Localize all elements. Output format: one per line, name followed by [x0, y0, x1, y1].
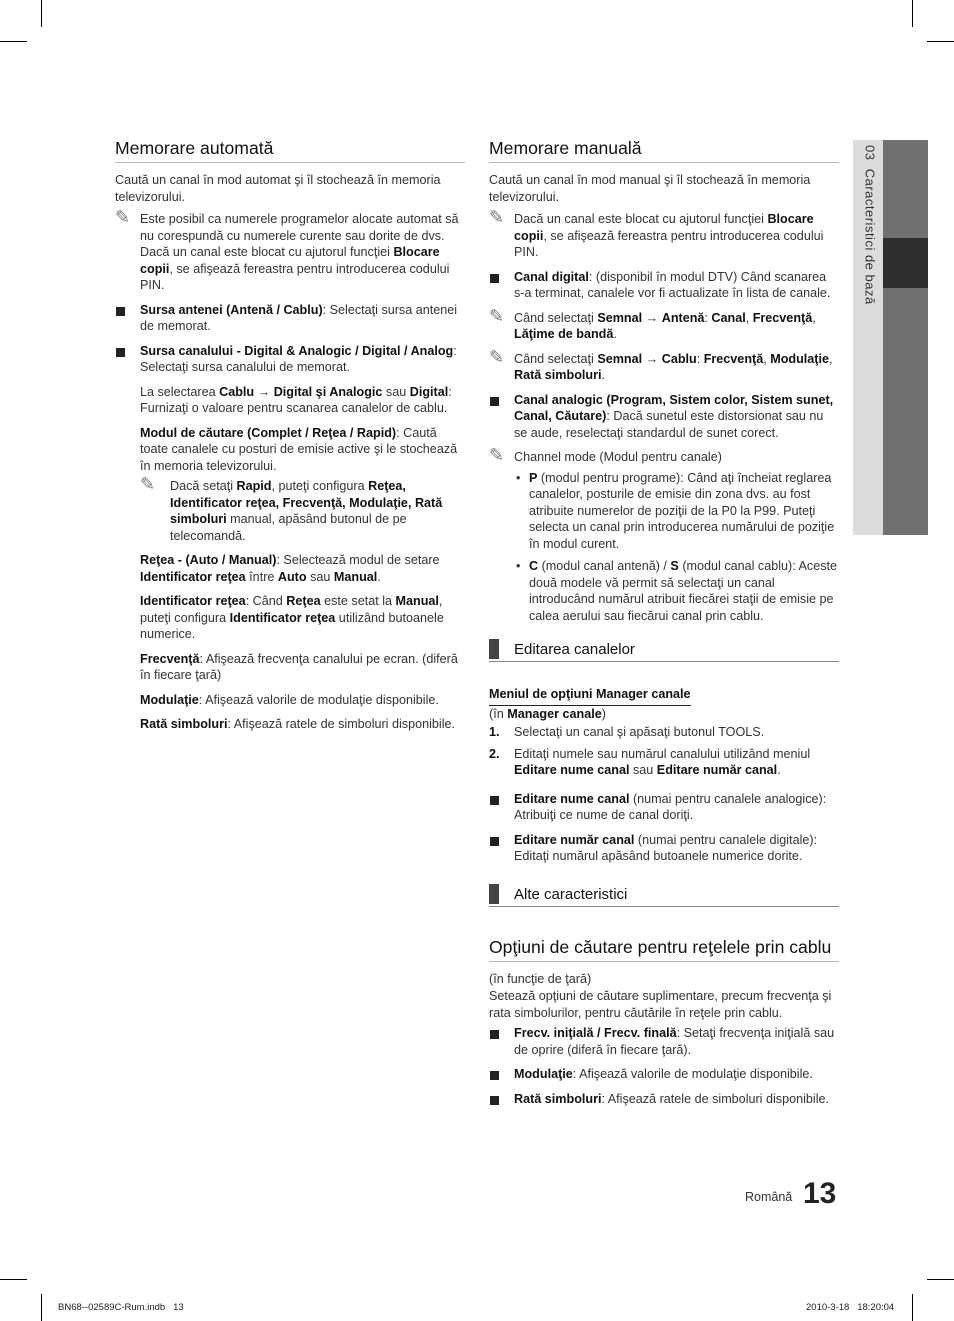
note: ✎ Când selectaţi Semnal → Cablu: Frecvenţă, Modulaţie, Rată simboluri.	[489, 346, 833, 382]
dot-bullet-icon: •	[516, 559, 521, 573]
heading-bar-icon	[489, 884, 499, 904]
section-heading-manual-store: Memorare manuală	[489, 138, 839, 163]
footer-language: Română	[745, 1190, 793, 1204]
intro-text: Caută un canal în mod automat şi îl stochează în memoria televizorului.	[115, 173, 441, 204]
note: ✎ Când selectaţi Semnal → Antenă: Canal, Frecvenţă, Lăţime de bandă.	[489, 305, 816, 341]
chapter-tab-dark	[883, 140, 928, 535]
chapter-number: 03	[862, 145, 878, 161]
bullet-channel-source: Sursa canalului - Digital & Analogic / Digital / Analog: Selectaţi sursa canalului de memorat.	[115, 343, 465, 376]
chapter-tab-marker	[883, 238, 928, 288]
intro-text: Setează opţiuni de căutare suplimentare, precum frecvenţa şi rata simbolurilor, pentru căutările în reţele prin cablu.	[489, 989, 832, 1020]
square-bullet-icon	[490, 837, 499, 846]
pencil-note-icon: ✎	[489, 207, 505, 227]
heading-bar-icon	[489, 639, 499, 659]
bullet-digital-channel: Canal digital: (disponibil în modul DTV) Când scanarea s-a terminat, canalele vor fi actualizate în lista de canale.	[489, 269, 839, 302]
note: ✎ Dacă un canal este blocat cu ajutorul funcţiei Blocare copii, se afişează fereastra pentru introducerea codului PIN.	[489, 207, 824, 259]
crop-mark	[927, 1279, 954, 1280]
search-mode-paragraph: Modul de căutare (Complet / Reţea / Rapid): Caută toate canalele cu posturi de emisie active şi le stochează în memoria televizorului.	[140, 425, 458, 473]
note: ✎ Este posibil ca numerele programelor alocate automat să nu corespundă cu numerele curente sau dorite de dvs. Dacă un canal este blocat cu ajutorul funcţiei Blocare copii, se afişează fereastra pentru introducerea codului PIN.	[115, 207, 459, 292]
chapter-title: Caracteristici de bază	[862, 168, 878, 305]
menu-title: Meniul de opţiuni Manager canale	[489, 686, 691, 706]
bullet-start-stop-freq: Frecv. iniţială / Frecv. finală: Setaţi frecvenţa iniţială sau de oprire (diferă în fiecare ţară).	[489, 1025, 839, 1058]
step-1: 1. Selectaţi un canal şi apăsaţi butonul TOOLS.	[489, 725, 765, 739]
menu-in: (în Manager canale)	[489, 706, 606, 721]
pencil-note-icon: ✎	[140, 474, 156, 494]
pencil-note-icon: ✎	[489, 445, 505, 465]
crop-mark	[912, 0, 913, 27]
pencil-note-icon: ✎	[489, 346, 505, 367]
intro-text: Caută un canal în mod manual şi îl stochează în memoria televizorului.	[489, 173, 811, 204]
square-bullet-icon	[490, 1096, 499, 1105]
frequency-paragraph: Frecvenţă: Afişează frecvenţa canalului pe ecran. (diferă în fiecare ţară)	[140, 651, 458, 682]
country-note: (în funcţie de ţară)	[489, 971, 592, 986]
step-2: 2. Editaţi numele sau numărul canalului utilizând meniul Editare nume canal sau Editare număr canal.	[489, 746, 811, 777]
crop-mark	[41, 1294, 42, 1321]
bullet-edit-number: Editare număr canal (numai pentru canalele digitale): Editaţi numărul apăsând butoanele numerice dorite.	[489, 832, 839, 865]
bullet-symbol-rate: Rată simboluri: Afişează ratele de simboluri disponibile.	[489, 1091, 839, 1108]
channel-mode-cs: • C (modul canal antenă) / S (modul canal cablu): Aceste două modele vă permit să selectaţi un canal introducând numărul atribuit fiecărei staţii de emisie pe calea aerului sau fiecărui canal prin cablu.	[516, 559, 838, 623]
pencil-note-icon: ✎	[115, 207, 131, 227]
pencil-note-icon: ✎	[489, 305, 505, 326]
bullet-modulation: Modulaţie: Afişează valorile de modulaţie disponibile.	[489, 1066, 839, 1083]
crop-mark	[912, 1294, 913, 1321]
square-bullet-icon	[116, 307, 125, 316]
square-bullet-icon	[490, 796, 499, 805]
right-column	[489, 138, 839, 1115]
print-slug-date: 2010-3-18 18:20:04	[806, 1302, 895, 1313]
square-bullet-icon	[490, 274, 499, 283]
left-column	[115, 138, 465, 741]
crop-mark	[927, 41, 954, 42]
dot-bullet-icon: •	[516, 470, 521, 485]
chapter-label	[861, 145, 878, 305]
square-bullet-icon	[116, 348, 125, 357]
crop-mark	[0, 41, 27, 42]
note: ✎ Dacă setaţi Rapid, puteţi configura Reţea, Identificator reţea, Frecvenţă, Modulaţie, Rată simboluri manual, apăsând butonul de pe telecomandă.	[140, 474, 443, 543]
symbol-rate-paragraph: Rată simboluri: Afişează ratele de simboluri disponibile.	[140, 717, 455, 731]
note: ✎ Channel mode (Modul pentru canale)	[489, 445, 722, 465]
network-id-paragraph: Identificator reţea: Când Reţea este setat la Manual, puteţi configura Identificator reţea utilizând butoanele numerice.	[140, 594, 444, 641]
square-bullet-icon	[490, 1071, 499, 1080]
crop-mark	[41, 0, 42, 27]
square-bullet-icon	[490, 1030, 499, 1039]
square-bullet-icon	[490, 397, 499, 406]
bullet-antenna-source: Sursa antenei (Antenă / Cablu): Selectaţi sursa antenei de memorat.	[115, 302, 465, 335]
bullet-analog-channel: Canal analogic (Program, Sistem color, Sistem sunet, Canal, Căutare): Dacă sunetul este distorsionat sau nu se aude, reselectaţi standardul de sunet corect.	[489, 392, 839, 442]
bullet-edit-name: Editare nume canal (numai pentru canalele analogice): Atribuiţi ce nume de canal doriţi.	[489, 791, 839, 824]
crop-mark	[0, 1279, 27, 1280]
subheading-other-features: Alte caracteristici	[489, 885, 839, 907]
section-heading-cable-search: Opţiuni de căutare pentru reţelele prin cablu	[489, 937, 839, 962]
section-heading-auto-store: Memorare automată	[115, 138, 465, 163]
cable-paragraph: La selectarea Cablu → Digital şi Analogic sau Digital: Furnizaţi o valoare pentru scanarea canalelor de cablu.	[140, 384, 452, 415]
modulation-paragraph: Modulaţie: Afişează valorile de modulaţie disponibile.	[140, 692, 439, 707]
channel-mode-p: • P (modul pentru programe): Când aţi încheiat reglarea canalelor, posturile de emisie din zona dvs. au fost atribuite numerelor de poziţii de la P0 la P99. Puteţi selecta un canal prin introducerea numărului de poziţie în modul curent.	[516, 470, 835, 551]
subheading-edit-channels: Editarea canalelor	[489, 640, 839, 662]
page-number: 13	[803, 1177, 837, 1210]
print-slug-file: BN68--02589C-Rum.indb 13	[58, 1302, 184, 1313]
network-paragraph: Reţea - (Auto / Manual): Selectează modul de setare Identificator reţea între Auto sau Manual.	[140, 553, 440, 584]
